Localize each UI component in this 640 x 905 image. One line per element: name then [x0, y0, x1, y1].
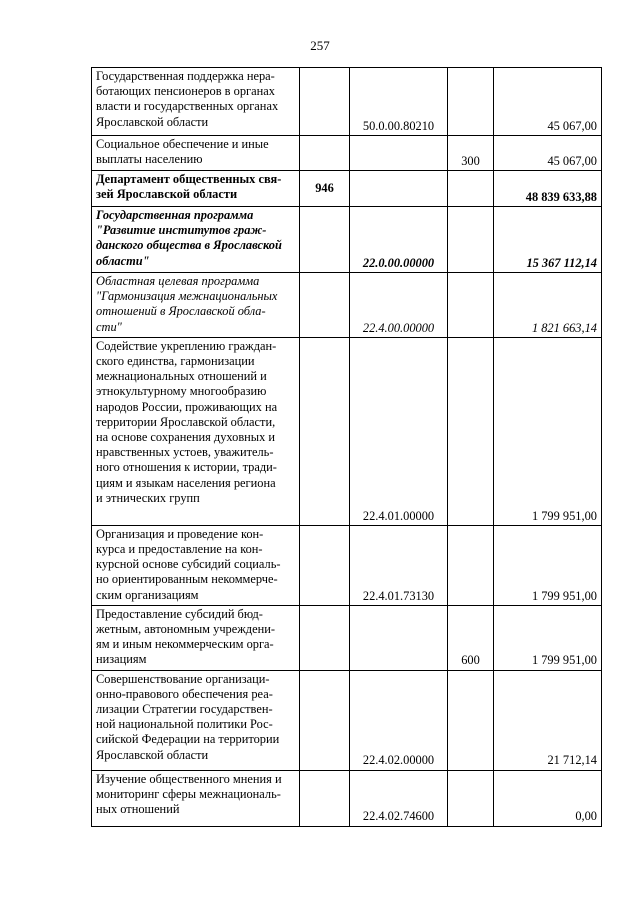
cell-admin-code	[300, 337, 350, 525]
cell-admin-code	[300, 207, 350, 273]
cell-expense-type: 300	[448, 136, 494, 171]
page-number: 257	[310, 38, 330, 53]
cell-admin-code	[300, 770, 350, 826]
cell-admin-code	[300, 525, 350, 605]
cell-expense-type	[448, 770, 494, 826]
cell-expense-type	[448, 337, 494, 525]
cell-name: Организация и проведение кон- курса и предоставление на кон- курсной основе субсидий социаль- но ориентированным некоммерче- ским организациям	[92, 525, 300, 605]
cell-name: Государственная программа "Развитие институтов граж- данского общества в Ярославской области"	[92, 207, 300, 273]
table-row	[92, 136, 602, 171]
cell-admin-code	[300, 670, 350, 770]
cell-amount: 1 821 663,14	[494, 273, 602, 338]
cell-target-code	[350, 171, 448, 207]
cell-target-code: 22.0.00.00000	[350, 207, 448, 273]
cell-amount: 45 067,00	[494, 136, 602, 171]
cell-expense-type	[448, 273, 494, 338]
cell-amount: 1 799 951,00	[494, 525, 602, 605]
table-row	[92, 770, 602, 826]
cell-amount: 45 067,00	[494, 68, 602, 136]
cell-name: Предоставление субсидий бюд- жетным, автономным учреждени- ям и иным некоммерческим орга- низациям	[92, 605, 300, 670]
table-row	[92, 68, 602, 136]
cell-target-code: 22.4.00.00000	[350, 273, 448, 338]
cell-admin-code	[300, 273, 350, 338]
table-row	[92, 207, 602, 273]
cell-name: Социальное обеспечение и иные выплаты населению	[92, 136, 300, 171]
cell-amount: 15 367 112,14	[494, 207, 602, 273]
cell-amount: 21 712,14	[494, 670, 602, 770]
cell-target-code	[350, 136, 448, 171]
table-row	[92, 670, 602, 770]
cell-name: Департамент общественных свя- зей Ярославской области	[92, 171, 300, 207]
cell-name: Изучение общественного мнения и мониторинг сферы межнациональ- ных отношений	[92, 770, 300, 826]
cell-expense-type	[448, 525, 494, 605]
cell-name: Совершенствование организаци- онно-правового обеспечения реа- лизации Стратегии государствен- ной национальной политики Рос- сийской Федерации на территории Ярославской области	[92, 670, 300, 770]
cell-name: Содействие укреплению граждан- ского единства, гармонизации межнациональных отношений и этнокультурному многообразию народов России, проживающих на территории Ярославской области, на основе сохранения духовных и нравственных устоев, уважитель- ного отношения к истории, тради- циям и языкам населения региона и этнических групп	[92, 337, 300, 525]
table-row	[92, 171, 602, 207]
cell-expense-type	[448, 171, 494, 207]
cell-expense-type: 600	[448, 605, 494, 670]
cell-amount: 48 839 633,88	[494, 171, 602, 207]
cell-admin-code: 946	[300, 171, 350, 207]
table-row	[92, 273, 602, 338]
cell-target-code: 22.4.01.73130	[350, 525, 448, 605]
budget-table	[91, 67, 602, 827]
cell-amount: 1 799 951,00	[494, 605, 602, 670]
cell-target-code: 22.4.02.00000	[350, 670, 448, 770]
cell-target-code: 22.4.02.74600	[350, 770, 448, 826]
cell-expense-type	[448, 670, 494, 770]
cell-target-code: 22.4.01.00000	[350, 337, 448, 525]
cell-admin-code	[300, 68, 350, 136]
cell-target-code: 50.0.00.80210	[350, 68, 448, 136]
cell-expense-type	[448, 207, 494, 273]
table-row	[92, 337, 602, 525]
cell-amount: 1 799 951,00	[494, 337, 602, 525]
cell-amount: 0,00	[494, 770, 602, 826]
cell-name: Государственная поддержка нера- ботающих пенсионеров в органах власти и государственных органах Ярославской области	[92, 68, 300, 136]
table-row	[92, 525, 602, 605]
table-row	[92, 605, 602, 670]
cell-expense-type	[448, 68, 494, 136]
cell-admin-code	[300, 605, 350, 670]
cell-target-code	[350, 605, 448, 670]
cell-admin-code	[300, 136, 350, 171]
cell-name: Областная целевая программа "Гармонизация межнациональных отношений в Ярославской обла- сти"	[92, 273, 300, 338]
